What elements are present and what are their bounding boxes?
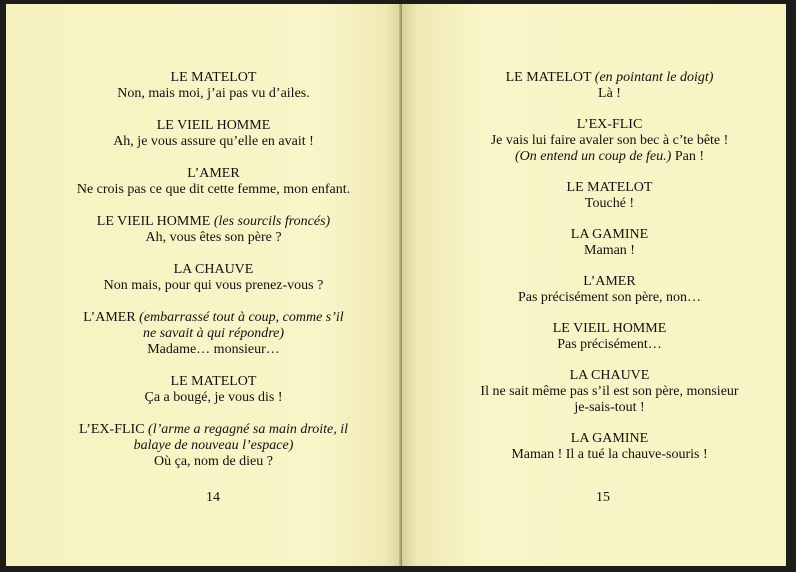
right-page-dialogue <box>472 70 747 478</box>
dialogue-block <box>472 117 747 165</box>
dialogue-text: Pan ! <box>671 149 704 164</box>
speaker-label: LE VIEIL HOMME <box>552 321 667 336</box>
dialogue-line: Pas précisément… <box>557 337 662 352</box>
speaker-name <box>472 227 747 243</box>
dialogue-line: Où ça, nom de dieu ? <box>154 454 273 469</box>
speaker-label: L’EX-FLIC <box>576 117 643 132</box>
speaker-name <box>76 422 351 454</box>
left-page-number: 14 <box>206 490 220 505</box>
dialogue-line: Pas précisément son père, non… <box>517 290 702 305</box>
speaker-name <box>472 70 747 86</box>
speaker-name <box>472 368 747 384</box>
right-page <box>402 4 786 566</box>
speaker-name <box>76 118 351 134</box>
speaker-label: L’EX-FLIC <box>78 422 145 437</box>
dialogue-block <box>472 180 747 212</box>
dialogue-line: Touché ! <box>584 196 635 211</box>
dialogue-block <box>76 118 351 150</box>
dialogue-line: Ah, je vous assure qu’elle en avait ! <box>113 134 314 149</box>
dialogue-line: Là ! <box>598 86 621 101</box>
dialogue-line: Je vais lui faire avaler son bec à c’te bête ! <box>490 133 729 148</box>
speaker-label: LA GAMINE <box>570 227 649 242</box>
speaker-label: LE MATELOT <box>505 70 592 85</box>
dialogue-block <box>76 214 351 246</box>
dialogue-line: Madame… monsieur… <box>147 342 280 357</box>
right-page-number: 15 <box>596 490 610 505</box>
speaker-label: LE MATELOT <box>566 180 653 195</box>
dialogue-block <box>472 431 747 463</box>
speaker-name <box>76 262 351 278</box>
dialogue-block <box>472 274 747 306</box>
dialogue-line: Ça a bougé, je vous dis ! <box>144 390 283 405</box>
stage-direction: (l’arme a regagné sa main droite, il balaye de nouveau l’espace) <box>133 422 349 453</box>
left-page <box>6 4 402 566</box>
dialogue-block <box>76 310 351 358</box>
speaker-label: L’AMER <box>83 310 136 325</box>
speaker-label: LA GAMINE <box>570 431 649 446</box>
speaker-name <box>472 321 747 337</box>
speaker-label: L’AMER <box>583 274 636 289</box>
stage-direction: (les sourcils froncés) <box>213 214 331 229</box>
dialogue-block <box>76 70 351 102</box>
speaker-name <box>472 117 747 133</box>
dialogue-block <box>472 321 747 353</box>
speaker-label: LE MATELOT <box>170 70 257 85</box>
speaker-name <box>76 70 351 86</box>
speaker-name <box>472 431 747 447</box>
speaker-name <box>76 214 351 230</box>
dialogue-line: Non mais, pour qui vous prenez-vous ? <box>103 278 324 293</box>
dialogue-line: Il ne sait même pas s’il est son père, monsieur je-sais-tout ! <box>480 384 739 415</box>
dialogue-block <box>472 368 747 416</box>
speaker-name <box>76 374 351 390</box>
dialogue-line: Ah, vous êtes son père ? <box>145 230 282 245</box>
speaker-label: LE MATELOT <box>170 374 257 389</box>
dialogue-line: Maman ! Il a tué la chauve-souris ! <box>511 447 708 462</box>
dialogue-block <box>76 166 351 198</box>
dialogue-block <box>76 262 351 294</box>
speaker-name <box>76 310 351 342</box>
speaker-label: LA CHAUVE <box>569 368 650 383</box>
speaker-label: L’AMER <box>187 166 240 181</box>
speaker-name <box>76 166 351 182</box>
speaker-label: LA CHAUVE <box>173 262 254 277</box>
left-page-dialogue <box>76 70 351 486</box>
dialogue-block <box>76 374 351 406</box>
stage-direction: (en pointant le doigt) <box>594 70 714 85</box>
speaker-label: LE VIEIL HOMME <box>156 118 271 133</box>
dialogue-block <box>76 422 351 470</box>
dialogue-block <box>472 227 747 259</box>
speaker-name <box>472 180 747 196</box>
speaker-name <box>472 274 747 290</box>
dialogue-block <box>472 70 747 102</box>
dialogue-line <box>472 149 747 165</box>
dialogue-line: Ne crois pas ce que dit cette femme, mon enfant. <box>76 182 351 197</box>
dialogue-line: Maman ! <box>584 243 635 258</box>
stage-direction: (embarrassé tout à coup, comme s’il ne savait à qui répondre) <box>139 310 344 341</box>
dialogue-line: Non, mais moi, j’ai pas vu d’ailes. <box>117 86 310 101</box>
speaker-label: LE VIEIL HOMME <box>96 214 211 229</box>
stage-direction: (On entend un coup de feu.) <box>515 149 672 164</box>
